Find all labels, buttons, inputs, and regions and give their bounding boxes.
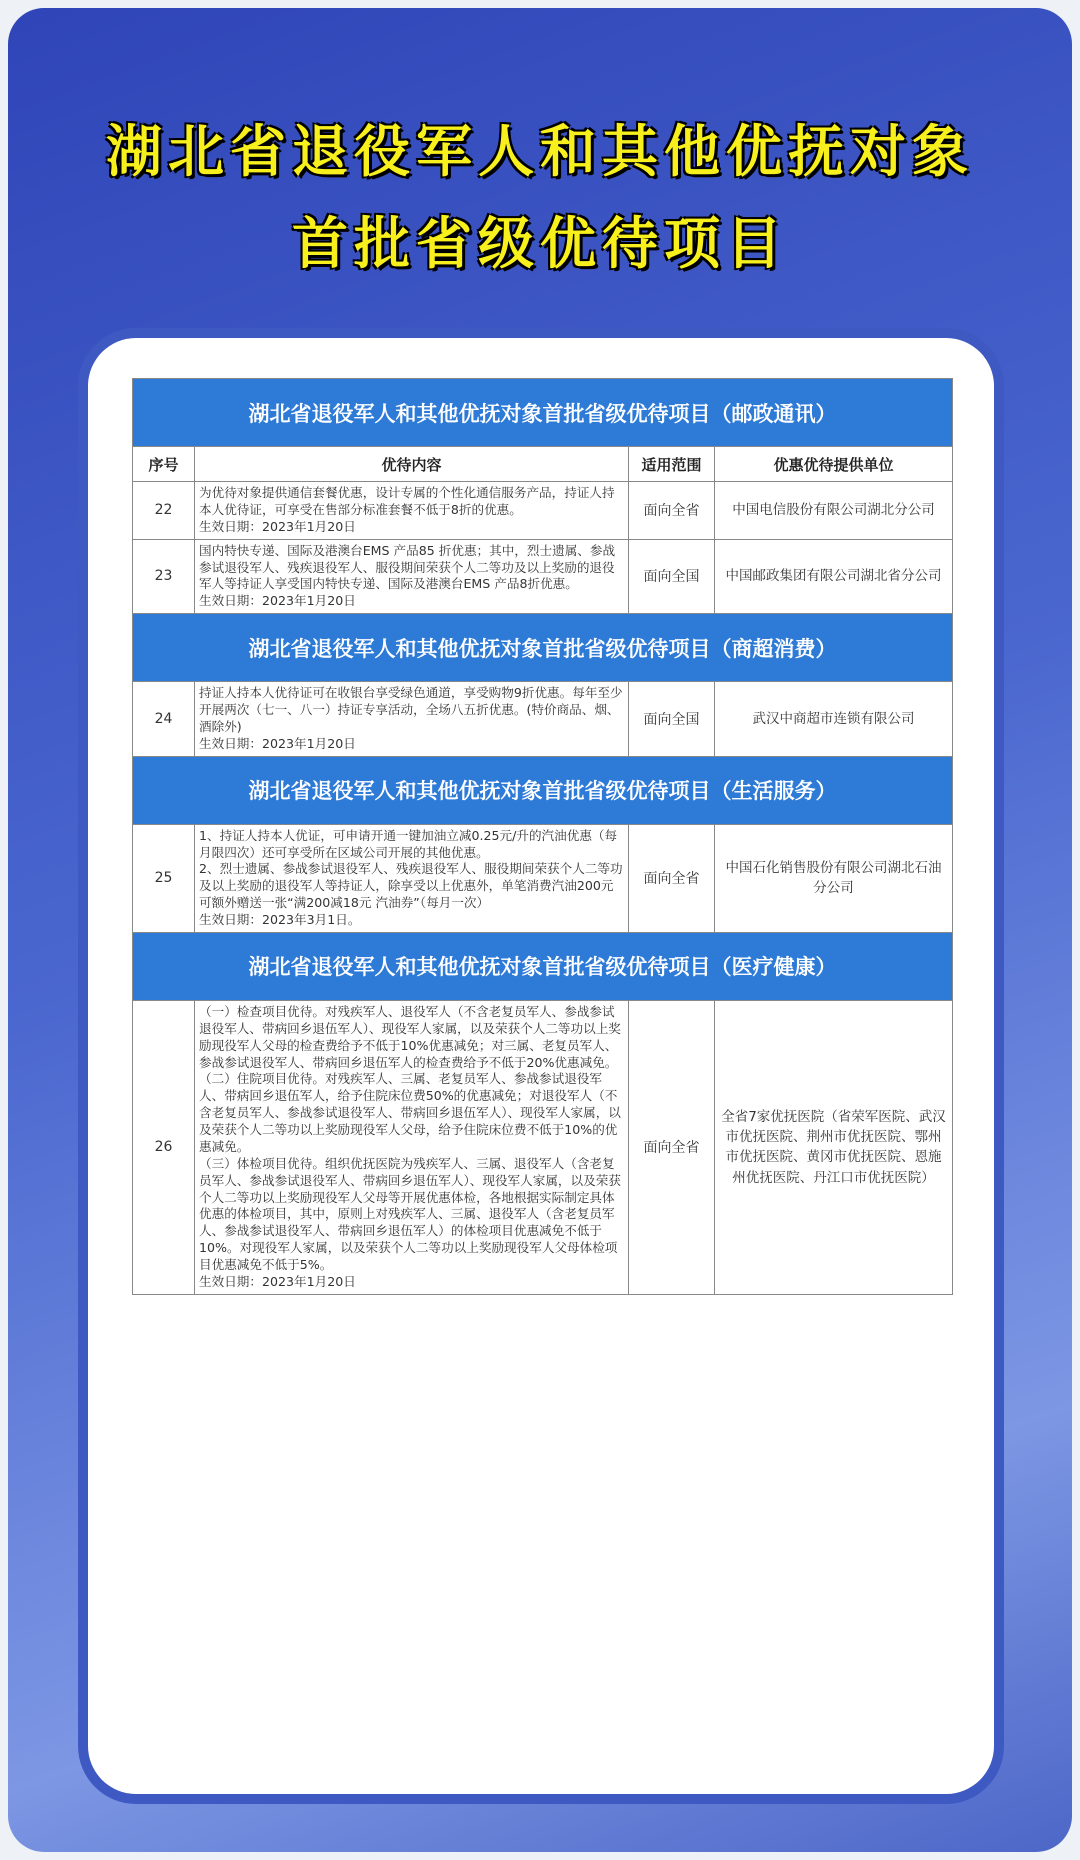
benefit-paragraph: 国内特快专递、国际及港澳台EMS 产品85 折优惠；其中，烈士遗属、参战 参试退役军人、残疾退役军人、服役期间荣获个人二等功及以上奖励的退役军人等持证人享受国内特快专递、国际及港澳台EMS 产品8折优惠。: [199, 542, 616, 592]
section-header-row: [133, 932, 953, 1000]
benefit-paragraph: 1、持证人持本人优证，可申请开通一键加油立减0.25元/升的汽油优惠（每月限四次）还可享受所在区域公司开展的其他优惠。: [199, 827, 618, 860]
section-header-row: [133, 614, 953, 682]
benefit-paragraph: （二）住院项目优待。对残疾军人、三属、老复员军人、参战参试退役军人、带病回乡退伍军人，给予住院床位费50%的优惠减免；对退役军人（不含老复员军人、参战参试退役军人、带病回乡退伍军人）、现役军人家属，以及荣获个人二等功以上奖励现役军人父母，给予住院床位费不低于10%的优惠减免。: [199, 1071, 621, 1154]
section-title: 湖北省退役军人和其他优抚对象首批省级优待项目（商超消费）: [133, 614, 953, 682]
benefit-content: [195, 1000, 629, 1294]
row-number: 24: [133, 682, 195, 757]
provider-cell: 中国石化销售股份有限公司湖北石油分公司: [715, 824, 953, 932]
scope-cell: 面向全省: [629, 824, 715, 932]
column-header: 序号: [133, 447, 195, 482]
column-header: 优待内容: [195, 447, 629, 482]
table-row: [133, 1000, 953, 1294]
benefit-paragraph: 生效日期：2023年3月1日。: [199, 912, 361, 927]
benefit-paragraph: 生效日期：2023年1月20日: [199, 1273, 356, 1289]
provider-cell: 中国电信股份有限公司湖北分公司: [715, 482, 953, 540]
table-row: [133, 539, 953, 614]
page-title-line1: 湖北省退役军人和其他优抚对象: [106, 120, 974, 185]
scope-cell: 面向全国: [629, 539, 715, 614]
table-card: [88, 338, 994, 1794]
column-header-row: [133, 447, 953, 482]
benefit-content: [195, 482, 629, 540]
section-header-row: [133, 379, 953, 447]
column-header: 适用范围: [629, 447, 715, 482]
provider-cell: 全省7家优抚医院（省荣军医院、武汉市优抚医院、荆州市优抚医院、鄂州市优抚医院、黄冈市优抚医院、恩施州优抚医院、丹江口市优抚医院）: [715, 1000, 953, 1294]
provider-cell: 武汉中商超市连锁有限公司: [715, 682, 953, 757]
section-title: 湖北省退役军人和其他优抚对象首批省级优待项目（医疗健康）: [133, 932, 953, 1000]
row-number: 25: [133, 824, 195, 932]
benefit-paragraph: 持证人持本人优待证可在收银台享受绿色通道，享受购物9折优惠。每年至少开展两次（七一、八一）持证专享活动，全场八五折优惠。(特价商品、烟、酒除外): [199, 685, 623, 734]
row-number: 23: [133, 539, 195, 614]
column-header: 优惠优待提供单位: [715, 447, 953, 482]
benefit-paragraph: 为优待对象提供通信套餐优惠，设计专属的个性化通信服务产品，持证人持本人优待证，可享受在售部分标准套餐不低于8折的优惠。: [199, 485, 615, 517]
benefit-paragraph: 生效日期：2023年1月20日: [199, 593, 356, 609]
benefit-paragraph: 2、烈士遗属、参战参试退役军人、残疾退役军人、服役期间荣获个人二等功及以上奖励的退役军人等持证人，除享受以上优惠外，单笔消费汽油200元可额外赠送一张“满200减18元 汽油券”（每月一次）: [199, 861, 623, 911]
table-row: [133, 824, 953, 932]
section-title: 湖北省退役军人和其他优抚对象首批省级优待项目（生活服务）: [133, 756, 953, 824]
benefits-table: [132, 378, 953, 1295]
benefit-paragraph: 生效日期：2023年1月20日: [199, 735, 356, 751]
table-row: [133, 682, 953, 757]
scope-cell: 面向全省: [629, 482, 715, 540]
row-number: 26: [133, 1000, 195, 1294]
provider-cell: 中国邮政集团有限公司湖北省分公司: [715, 539, 953, 614]
section-header-row: [133, 756, 953, 824]
section-title: 湖北省退役军人和其他优抚对象首批省级优待项目（邮政通讯）: [133, 379, 953, 447]
scope-cell: 面向全省: [629, 1000, 715, 1294]
table-row: [133, 482, 953, 540]
page-title-line2: 首批省级优待项目: [292, 212, 788, 277]
row-number: 22: [133, 482, 195, 540]
benefit-content: [195, 682, 629, 757]
benefit-content: [195, 539, 629, 614]
poster-background: [8, 8, 1072, 1852]
benefit-paragraph: （三）体检项目优待。组织优抚医院为残疾军人、三属、退役军人（含老复员军人、参战参试退役军人、带病回乡退伍军人）、现役军人家属，以及荣获个人二等功以上奖励现役军人父母等开展优惠体检，各地根据实际制定具体优惠的体检项目，其中，原则上对残疾军人、三属、退役军人（含老复员军人、参战参试退役军人、带病回乡退伍军人）的体检项目优惠减免不低于10%。对现役军人家属，以及荣获个人二等功以上奖励现役军人父母体检项目优惠减免不低于5%。: [199, 1155, 621, 1272]
benefit-paragraph: （一）检查项目优待。对残疾军人、退役军人（不含老复员军人、参战参试退役军人、带病回乡退伍军人）、现役军人家属，以及荣获个人二等功以上奖励现役军人父母的检查费给予不低于10%优惠减免；对三属、老复员军人、参战参试退役军人、带病回乡退伍军人的检查费给予不低于20%优惠减免。: [199, 1003, 621, 1070]
benefit-content: [195, 824, 629, 932]
benefit-paragraph: 生效日期：2023年1月20日: [199, 518, 356, 534]
scope-cell: 面向全国: [629, 682, 715, 757]
